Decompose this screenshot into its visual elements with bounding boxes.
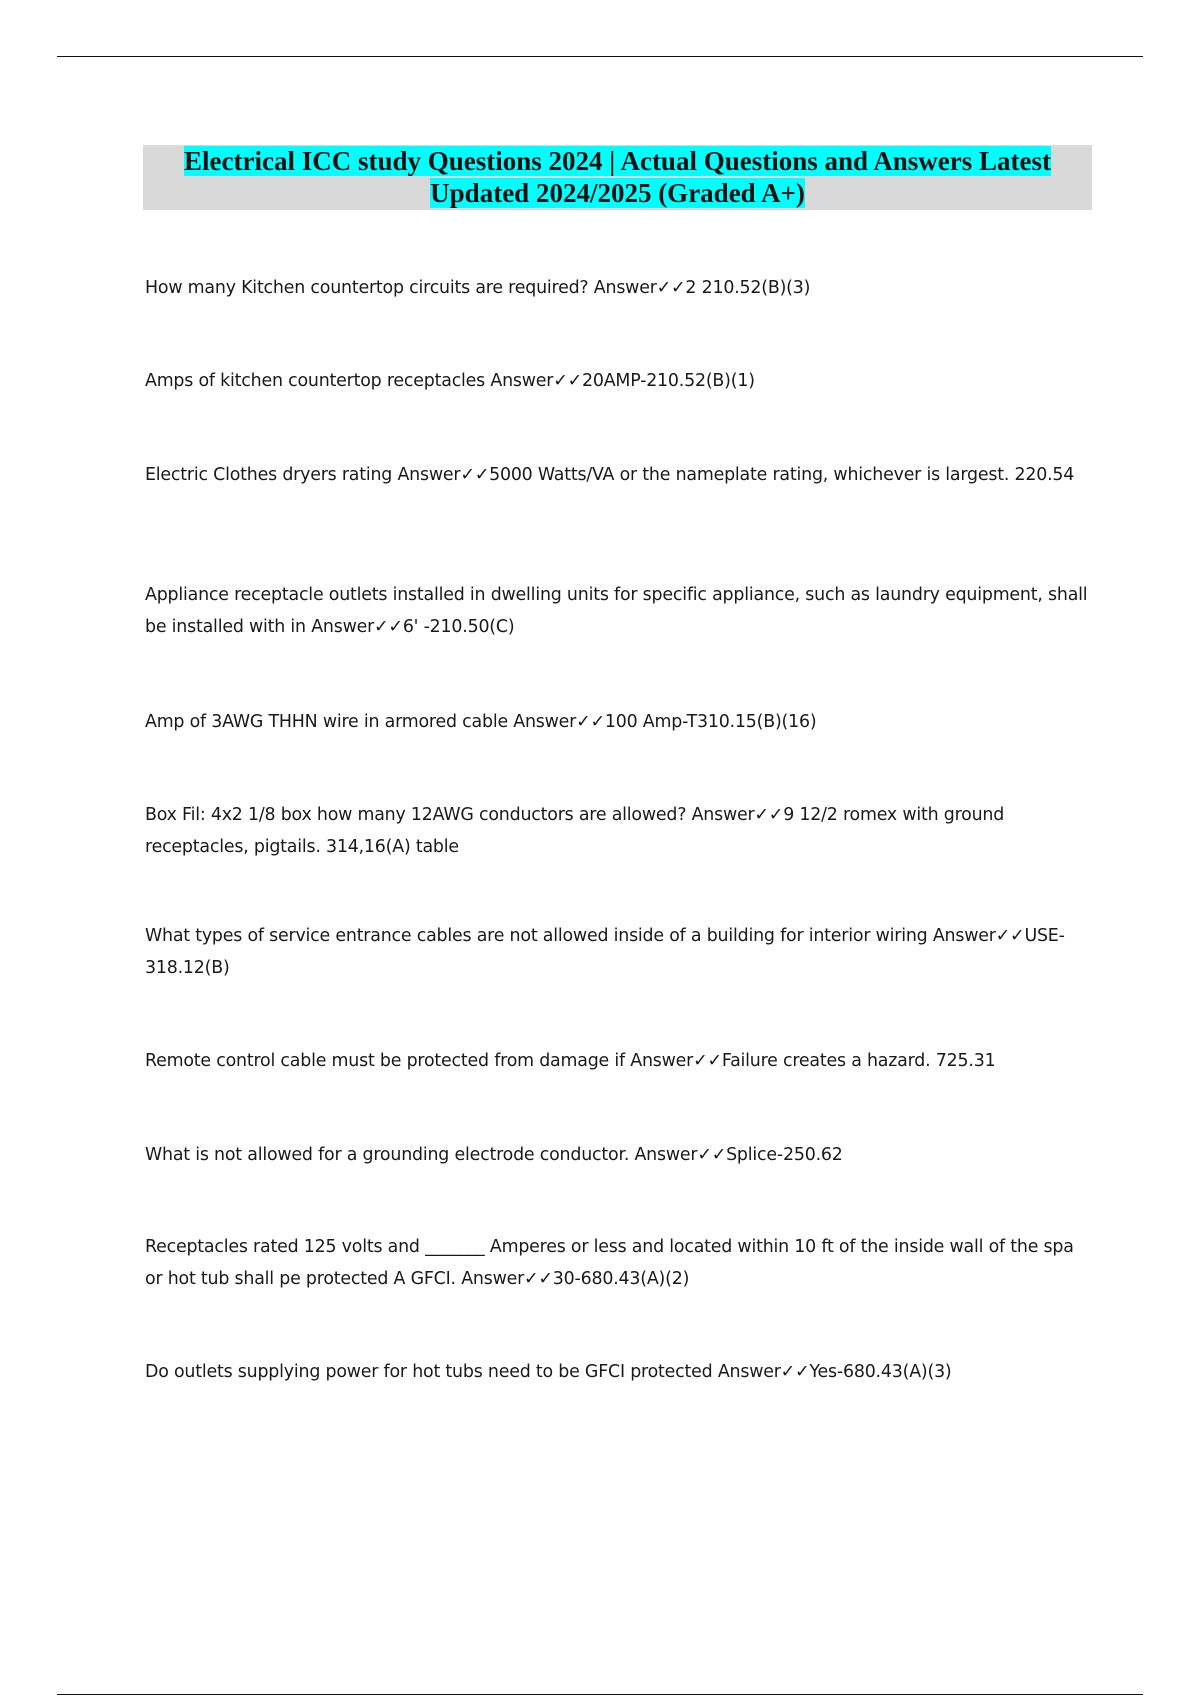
- question-text: How many Kitchen countertop circuits are required?: [145, 278, 594, 298]
- document-title: Electrical ICC study Questions 2024 | Actual Questions and Answers Latest Updated 2024/2025 (Graded A+): [184, 146, 1051, 208]
- qa-item-6: [145, 799, 1095, 863]
- question-text: Amp of 3AWG THHN wire in armored cable: [145, 712, 514, 732]
- question-text: Receptacles rated 125 volts and _______ Amperes or less and located within 10 ft of the inside wall of the spa or hot tub shall pe protected A GFCI.: [145, 1237, 1074, 1289]
- answer-text: 30-680.43(A)(2): [552, 1269, 690, 1289]
- qa-item-4: [145, 579, 1095, 643]
- qa-item-5: [145, 706, 1095, 738]
- answer-marker: Answer✓✓: [593, 278, 686, 298]
- answer-marker: Answer✓✓: [691, 805, 784, 825]
- top-rule: [57, 56, 1143, 57]
- qa-item-1: [145, 272, 1095, 304]
- qa-item-2: [145, 365, 1095, 397]
- answer-text: Failure creates a hazard. 725.31: [721, 1051, 996, 1071]
- qa-item-8: [145, 1045, 1095, 1077]
- question-text: Box Fil: 4x2 1/8 box how many 12AWG conductors are allowed?: [145, 805, 692, 825]
- answer-marker: Answer✓✓: [490, 371, 582, 391]
- bottom-rule: [57, 1694, 1143, 1695]
- question-text: Remote control cable must be protected from damage if: [145, 1051, 631, 1071]
- qa-item-10: [145, 1231, 1095, 1295]
- answer-marker: Answer✓✓: [717, 1362, 810, 1382]
- question-text: Appliance receptacle outlets installed in dwelling units for specific appliance, such as laundry equipment, shall be installed with in: [145, 585, 1088, 637]
- qa-item-7: [145, 920, 1095, 984]
- qa-item-3: [145, 459, 1095, 491]
- answer-marker: Answer✓✓: [932, 926, 1025, 946]
- answer-marker: Answer✓✓: [630, 1051, 722, 1071]
- question-text: Electric Clothes dryers rating: [145, 465, 398, 485]
- answer-text: 6' -210.50(C): [402, 617, 515, 637]
- answer-marker: Answer✓✓: [311, 617, 403, 637]
- document-title-band: [143, 145, 1092, 210]
- answer-text: 9 12/2 romex with ground receptacles, pigtails. 314,16(A) table: [145, 805, 1005, 857]
- answer-marker: Answer✓✓: [397, 465, 490, 485]
- answer-text: USE-318.12(B): [145, 926, 1065, 978]
- qa-item-9: [145, 1139, 1095, 1171]
- answer-marker: Answer✓✓: [461, 1269, 553, 1289]
- qa-item-11: [145, 1356, 1095, 1388]
- question-text: Do outlets supplying power for hot tubs need to be GFCI protected: [145, 1362, 718, 1382]
- answer-text: Yes-680.43(A)(3): [809, 1362, 952, 1382]
- answer-text: 5000 Watts/VA or the nameplate rating, whichever is largest. 220.54: [489, 465, 1075, 485]
- question-text: Amps of kitchen countertop receptacles: [145, 371, 491, 391]
- answer-text: Splice-250.62: [726, 1145, 843, 1165]
- answer-text: 20AMP-210.52(B)(1): [581, 371, 755, 391]
- answer-text: 100 Amp-T310.15(B)(16): [604, 712, 817, 732]
- answer-marker: Answer✓✓: [513, 712, 605, 732]
- question-text: What is not allowed for a grounding electrode conductor.: [145, 1145, 635, 1165]
- question-text: What types of service entrance cables are not allowed inside of a building for interior wiring: [145, 926, 933, 946]
- answer-text: 2 210.52(B)(3): [685, 278, 811, 298]
- answer-marker: Answer✓✓: [634, 1145, 727, 1165]
